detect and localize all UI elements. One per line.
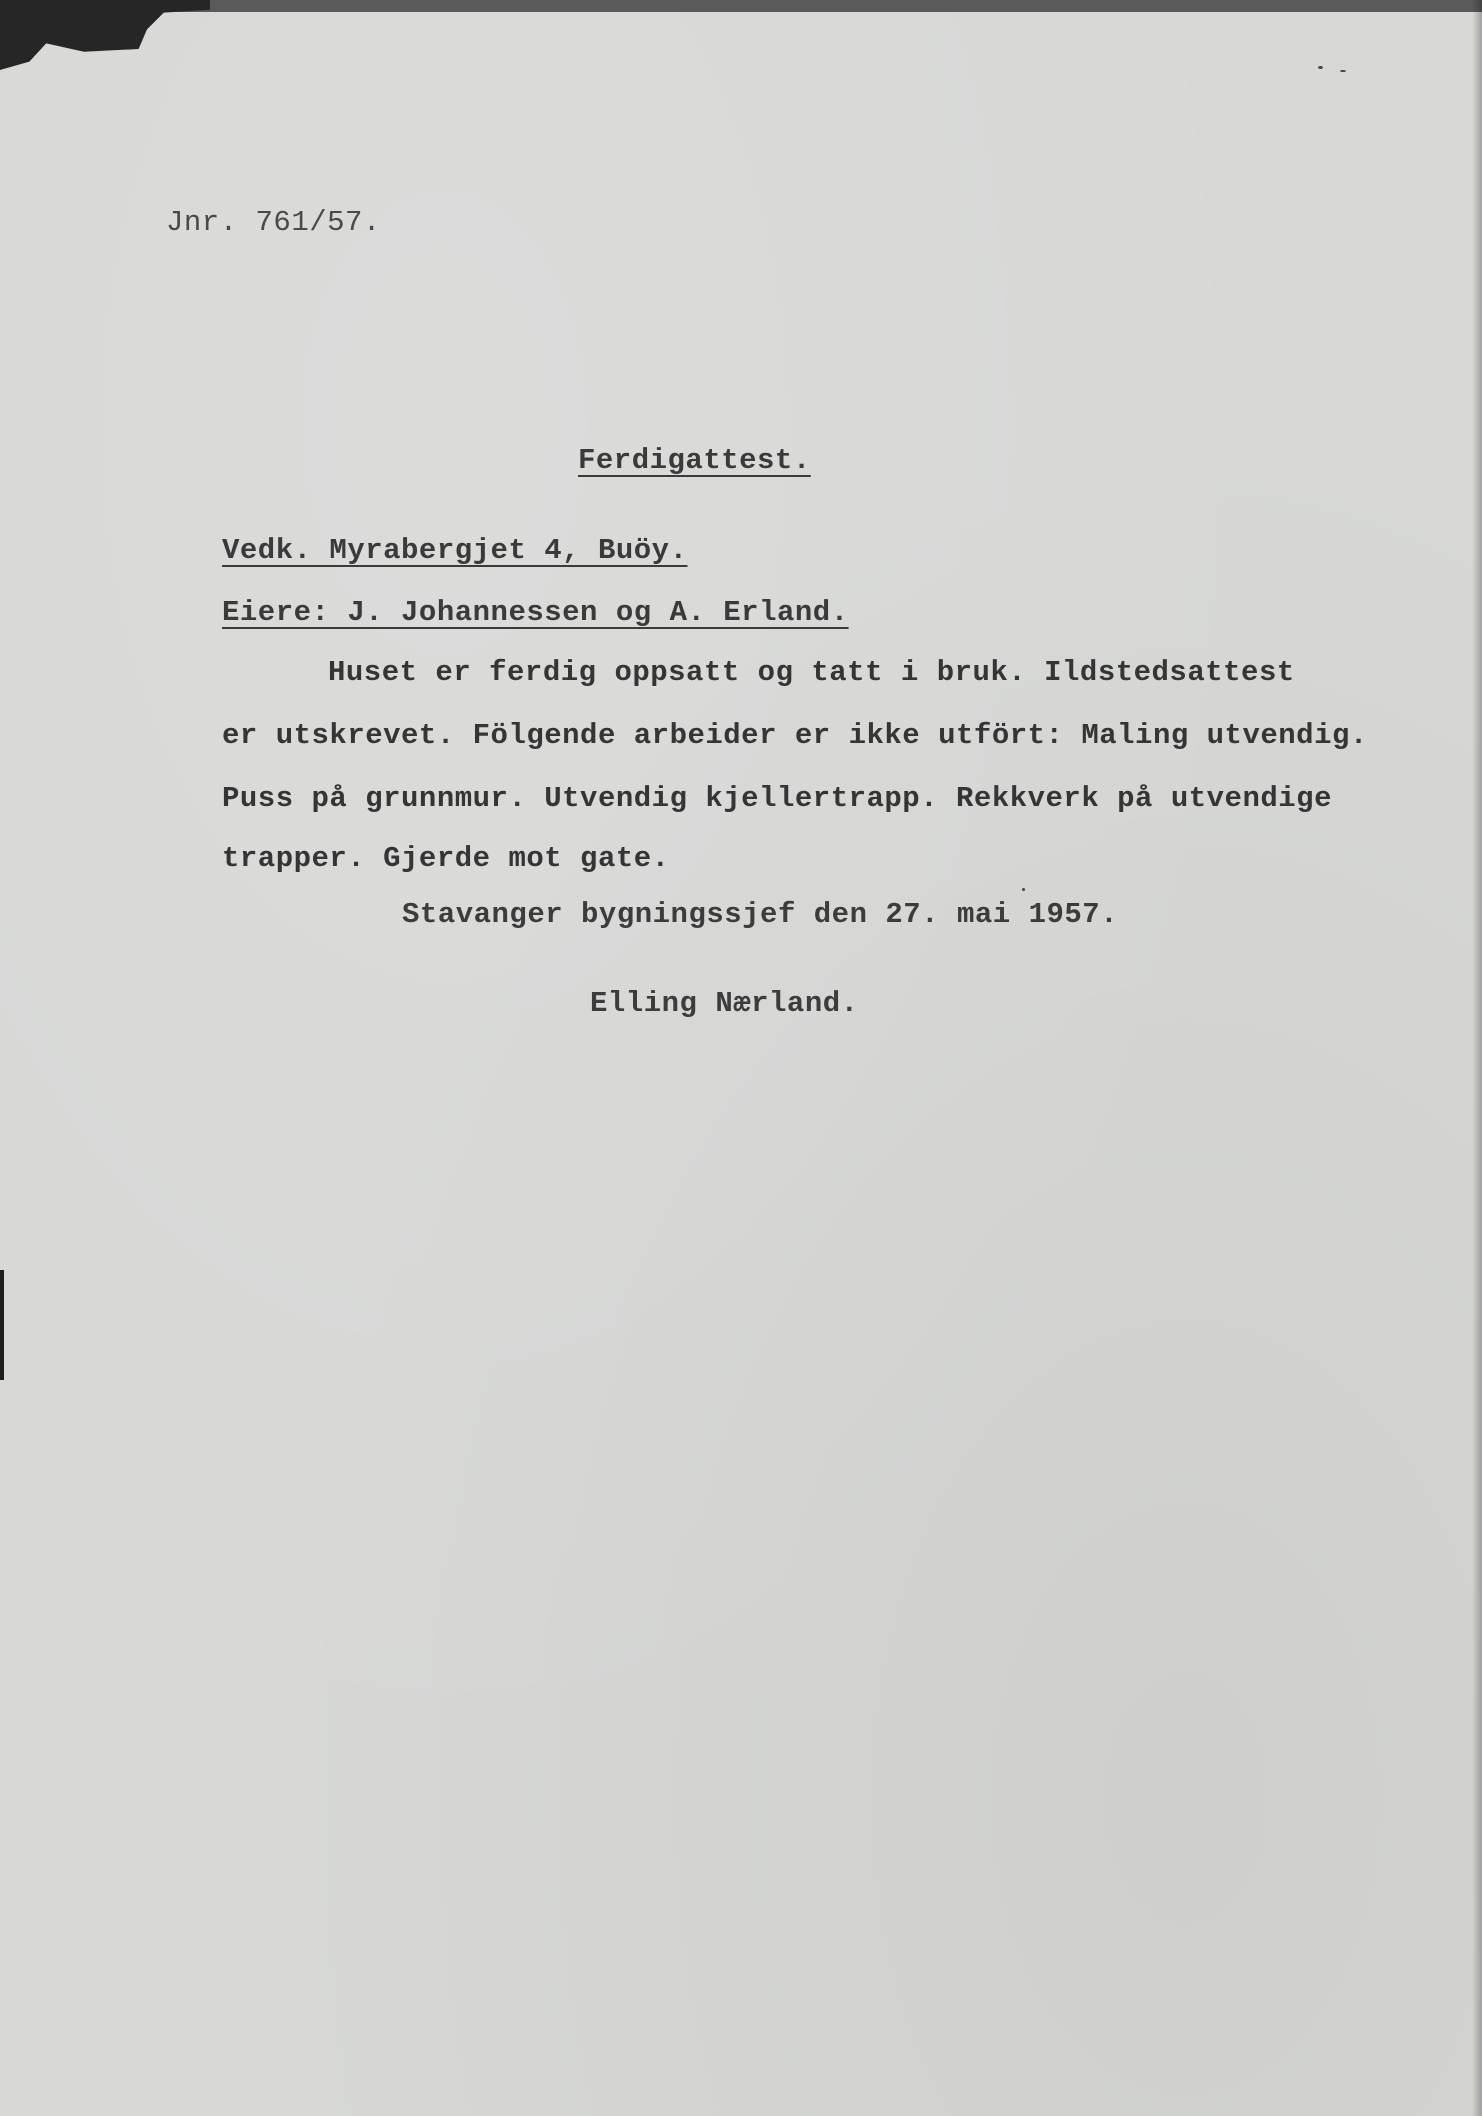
torn-corner	[0, 0, 210, 70]
ink-speck	[1022, 888, 1025, 891]
scan-left-mark	[0, 1270, 4, 1380]
document-title: Ferdigattest.	[578, 444, 811, 477]
body-line-1: Huset er ferdig oppsatt og tatt i bruk. Ildstedsattest	[328, 656, 1295, 689]
ink-speck	[1340, 70, 1346, 72]
body-line-3: Puss på grunnmur. Utvendig kjellertrapp. Rekkverk på utvendige	[222, 782, 1332, 815]
place-and-date: Stavanger bygningssjef den 27. mai 1957.	[402, 898, 1119, 931]
body-line-4: trapper. Gjerde mot gate.	[222, 842, 670, 875]
journal-number: Jnr. 761/57.	[166, 206, 381, 239]
owners-line: Eiere: J. Johannessen og A. Erland.	[222, 596, 849, 629]
scan-right-shadow	[1472, 0, 1482, 2116]
scan-top-edge	[0, 0, 1482, 12]
body-line-2: er utskrevet. Fölgende arbeider er ikke utfört: Maling utvendig.	[222, 719, 1368, 752]
property-reference: Vedk. Myrabergjet 4, Buöy.	[222, 534, 688, 567]
ink-speck	[1318, 66, 1323, 69]
signature-name: Elling Nærland.	[590, 987, 859, 1020]
